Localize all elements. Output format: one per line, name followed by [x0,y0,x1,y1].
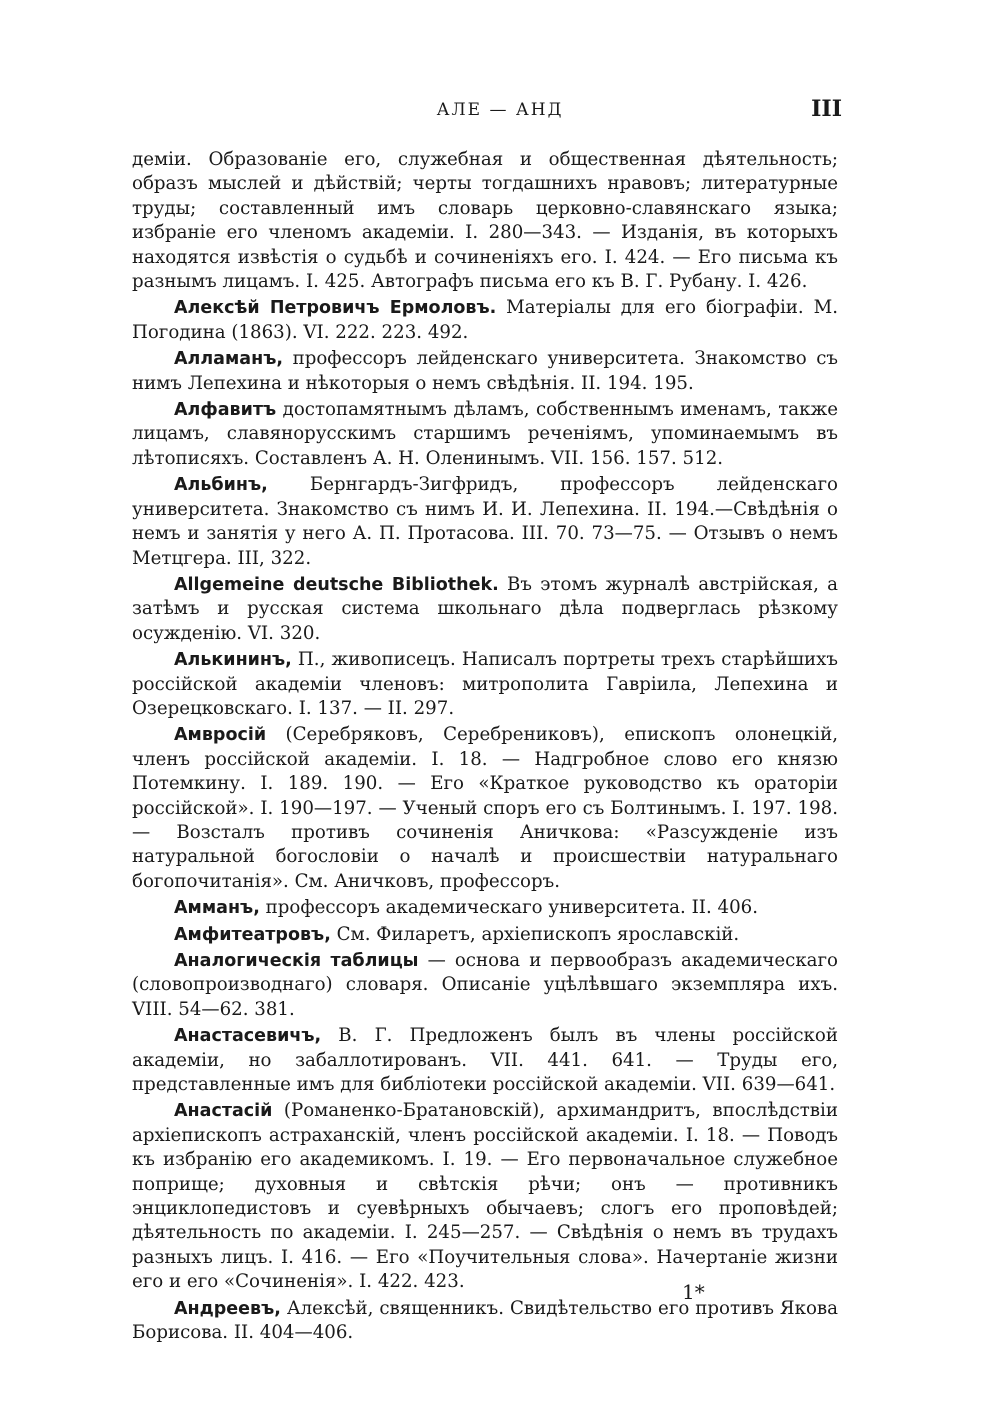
entry-text: (Романенко-Братановскій), архимандритъ, впослѣдствіи архіепископъ астраханскій, членъ россійской академіи. I. 18. — Поводъ къ избранію его академикомъ. I. 19. — Его первоначальное служебное поприще; духовныя и свѣтскія рѣчи; онъ — противникъ энциклопедистовъ и суевѣрныхъ обычаевъ; слогъ его проповѣдей; дѣятельность по академіи. I. 245—257. — Свѣдѣнія о немъ въ трудахъ разныхъ лицъ. I. 416. — Его «Поучительныя слова». Начертаніе жизни его и его «Сочиненія». I. 422. 423. [132,1100,838,1293]
entry-text: достопамятнымъ дѣламъ, собственнымъ именамъ, также лицамъ, славянорусскимъ старшимъ реченіямъ, упоминаемымъ въ лѣтописяхъ. Составленъ А. Н. Оленинымъ. VII. 156. 157. 512. [132,399,838,469]
entry-headword: Аналогическія таблицы [174,951,419,971]
entry-headword: Анастасій [174,1101,273,1122]
entry-text: (Серебряковъ, Серебрениковъ), епископъ олонецкій, членъ россійской академіи. I. 18. — Надгробное слово его князю Потемкину. I. 189. 190. — Его «Краткое руководство къ ораторіи россійской». I. 190—197. — Ученый споръ его съ Болтинымъ. I. 197. 198. — Возсталъ противъ сочиненія Аничкова: «Разсужденіе изъ натуральной богословіи о началѣ и происшествіи натуральнаго богопочитанія». См. Аничковъ, профессоръ. [132,724,838,892]
entry-headword: Амманъ, [174,898,260,919]
entry-headword: Амвросій [174,725,267,746]
index-entry [132,347,838,396]
entry-text: профессоръ лейденскаго университета. Знакомство съ нимъ Лепехина и нѣкоторыя о немъ свѣдѣнія. II. 194. 195. [132,348,838,394]
entry-headword: Алексѣй Петровичъ Ермоловъ. [174,298,497,319]
index-entry [132,896,838,920]
entry-text: деміи. Образованіе его, служебная и общественная дѣятельность; образъ мыслей и дѣйствій; черты тогдашнихъ нравовъ; литературные труды; составленный имъ словарь церковно-славянскаго языка; избраніе его членомъ академіи. I. 280—343. — Изданія, въ которыхъ находятся извѣстія о судьбѣ и сочиненіяхъ его. I. 424. — Его письма къ разнымъ лицамъ. I. 425. Автографъ письма его къ В. Г. Рубану. I. 426. [132,149,838,293]
printer-signature: 1* [682,1280,705,1304]
index-entry [132,923,838,947]
entry-text: См. Филаретъ, архіепископъ ярославскій. [330,923,740,945]
page-number: III [811,96,842,122]
entry-headword: Анастасевичъ, [174,1026,322,1047]
entry-headword: Алфавитъ [174,400,277,421]
entry-text: Матеріалы для его біографіи. М. Погодина (1863). VI. 222. 223. 492. [132,297,838,343]
index-entry [132,1024,838,1097]
entry-headword: Амфитеатровъ, [174,924,331,945]
index-entry [132,296,838,345]
entry-text: В. Г. Предложенъ былъ въ члены россійской академіи, но забаллотированъ. VII. 441. 641. — Труды его, представленные имъ для библіотеки россійской академіи. VII. 639—641. [132,1025,838,1096]
entry-headword: Альбинъ, [174,475,268,496]
entry-text: — основа и первообразъ академическаго (словопроизводнаго) словаря. Описаніе уцѣлѣвшаго экземпляра ихъ. VIII. 54—62. 381. [132,950,839,1020]
entry-text: Бернгардъ-Зигфридъ, профессоръ лейденскаго университета. Знакомство съ нимъ И. И. Лепехина. II. 194.—Свѣдѣнія о немъ и занятія у него А. П. Протасова. III. 70. 73—75. — Отзывъ о немъ Метцгера. III, 322. [132,474,838,569]
entry-headword: Алламанъ, [174,349,283,370]
entry-headword: Андреевъ, [174,1298,281,1319]
index-entry [132,148,838,294]
index-entry [132,949,838,1022]
index-entry [132,723,838,894]
index-entry [132,648,838,721]
entry-text: П., живописецъ. Написалъ портреты трехъ старѣйшихъ россійской академіи членовъ: митрополита Гавріила, Лепехина и Озерецковскаго. I. 137. — II. 297. [132,649,838,719]
index-column [132,148,838,1348]
entry-headword: Allgemeine deutsche Bibliothek. [174,574,499,595]
index-entry [132,473,838,571]
page-header [0,96,1000,126]
entry-text: Въ этомъ журналѣ австрійская, а затѣмъ и русская система школьнаго дѣла подверглась рѣзкому осужденію. VI. 320. [132,573,838,644]
entry-headword: Алькининъ, [174,650,292,671]
running-title: АЛЕ — АНД [436,100,564,120]
index-entry [132,1297,838,1346]
entry-text: Алексѣй, священникъ. Свидѣтельство его противъ Якова Борисова. II. 404—406. [132,1297,838,1344]
index-entry [132,1099,838,1294]
index-entry [132,398,838,471]
entry-text: профессоръ академическаго университета. II. 406. [259,897,759,919]
index-entry [132,573,838,646]
